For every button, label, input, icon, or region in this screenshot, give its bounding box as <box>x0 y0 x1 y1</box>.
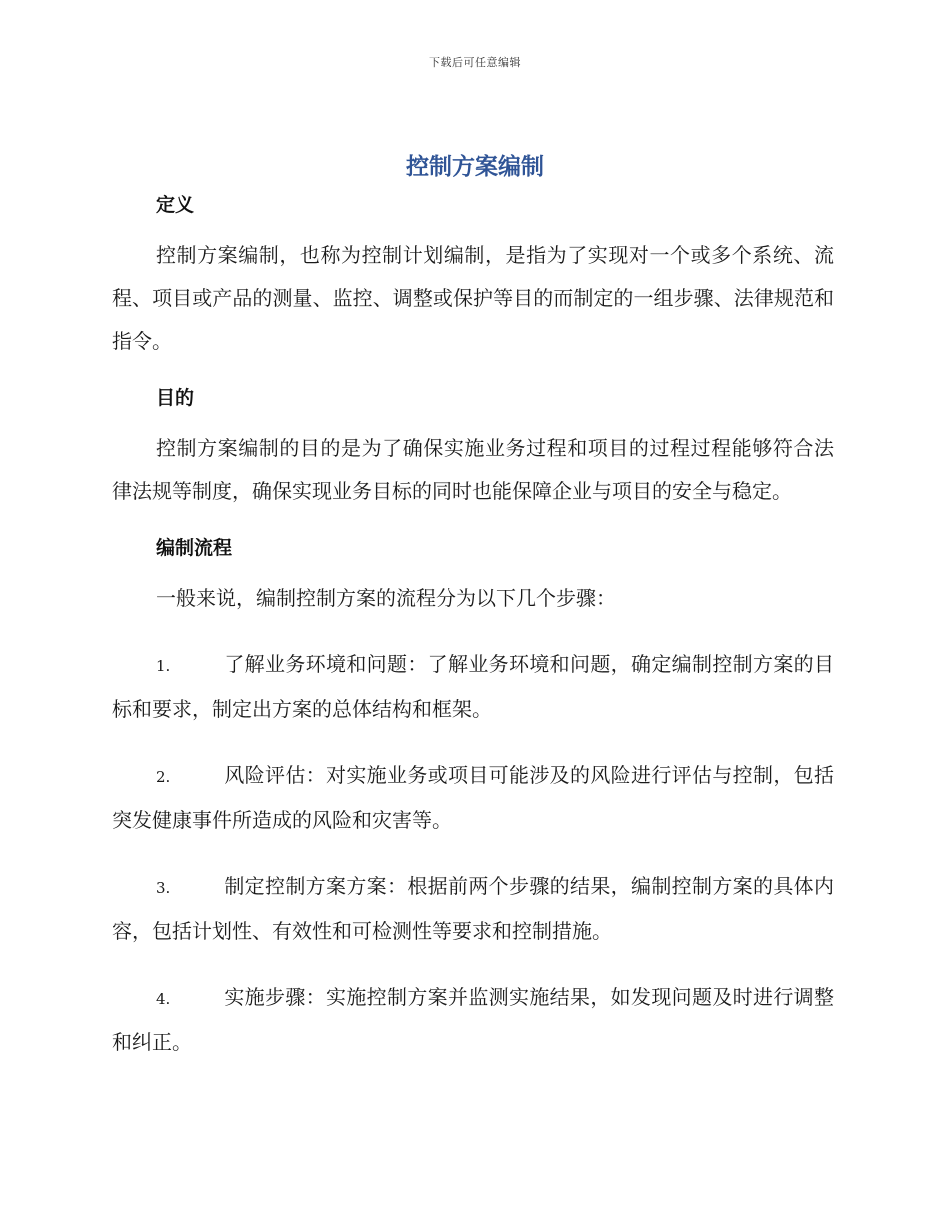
list-item-text: 制定控制方案方案：根据前两个步骤的结果，编制控制方案的具体内容，包括计划性、有效性和可检测性等要求和控制措施。 <box>112 874 834 943</box>
document-title: 控制方案编制 <box>406 154 544 180</box>
list-item-number: 1. <box>156 657 171 675</box>
list-item-text: 了解业务环境和问题：了解业务环境和问题，确定编制控制方案的目标和要求，制定出方案的总体结构和框架。 <box>112 652 834 721</box>
purpose-paragraph: 控制方案编制的目的是为了确保实施业务过程和项目的过程过程能够符合法律法规等制度，确保实现业务目标的同时也能保障企业与项目的安全与稳定。 <box>112 436 834 503</box>
list-item-text: 实施步骤：实施控制方案并监测实施结果，如发现问题及时进行调整和纠正。 <box>112 985 834 1054</box>
list-item-number: 3. <box>156 879 171 897</box>
header-note: 下载后可任意编辑 <box>429 56 521 69</box>
section-heading-definition: 定义 <box>156 194 195 216</box>
document-body <box>112 190 834 1064</box>
list-item <box>112 643 834 731</box>
list-item-number: 2. <box>156 768 171 786</box>
process-intro-paragraph: 一般来说，编制控制方案的流程分为以下几个步骤： <box>156 586 616 610</box>
list-item-number: 4. <box>156 990 171 1008</box>
list-item <box>112 865 834 953</box>
list-item <box>112 976 834 1064</box>
definition-paragraph: 控制方案编制，也称为控制计划编制，是指为了实现对一个或多个系统、流程、项目或产品的测量、监控、调整或保护等目的而制定的一组步骤、法律规范和指令。 <box>112 243 834 353</box>
list-item-text: 风险评估：对实施业务或项目可能涉及的风险进行评估与控制，包括突发健康事件所造成的风险和灾害等。 <box>112 763 834 832</box>
section-heading-purpose: 目的 <box>156 387 195 409</box>
list-item <box>112 754 834 842</box>
section-heading-process: 编制流程 <box>156 537 233 559</box>
